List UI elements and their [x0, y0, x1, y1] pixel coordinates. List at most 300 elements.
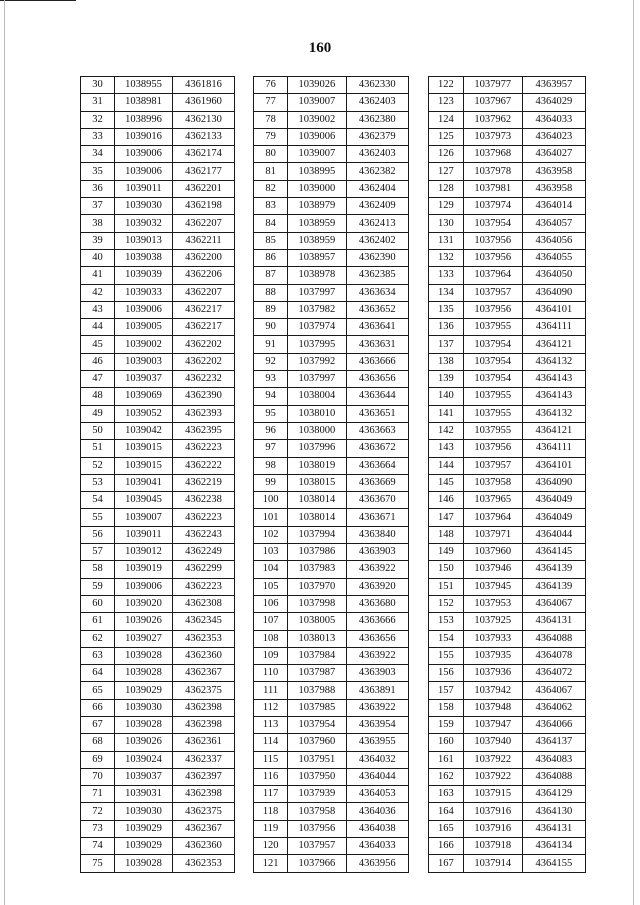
- x-coordinate-cell: 1039039: [115, 267, 173, 284]
- table-row: [429, 232, 586, 249]
- point-number-cell: 157: [429, 682, 464, 699]
- y-coordinate-cell: 4362403: [346, 146, 408, 163]
- point-number-cell: 70: [81, 768, 115, 785]
- table-row: [429, 422, 586, 439]
- y-coordinate-cell: 4362130: [173, 111, 235, 128]
- point-number-cell: 84: [254, 215, 288, 232]
- y-coordinate-cell: 4363670: [346, 492, 408, 509]
- point-number-cell: 34: [81, 146, 115, 163]
- x-coordinate-cell: 1039030: [115, 699, 173, 716]
- point-number-cell: 101: [254, 509, 288, 526]
- point-number-cell: 125: [429, 128, 464, 145]
- point-number-cell: 31: [81, 94, 115, 111]
- table-row: [254, 94, 409, 111]
- x-coordinate-cell: 1037935: [463, 647, 522, 664]
- y-coordinate-cell: 4364139: [522, 578, 585, 595]
- x-coordinate-cell: 1037997: [288, 371, 346, 388]
- point-number-cell: 91: [254, 336, 288, 353]
- x-coordinate-cell: 1038959: [288, 215, 346, 232]
- x-coordinate-cell: 1037956: [463, 440, 522, 457]
- point-number-cell: 51: [81, 440, 115, 457]
- y-coordinate-cell: 4363954: [346, 716, 408, 733]
- y-coordinate-cell: 4364067: [522, 682, 585, 699]
- x-coordinate-cell: 1039030: [115, 803, 173, 820]
- top-rule: [0, 0, 76, 1]
- y-coordinate-cell: 4364036: [346, 803, 408, 820]
- table-row: [81, 180, 235, 197]
- table-row: [429, 734, 586, 751]
- y-coordinate-cell: 4362403: [346, 94, 408, 111]
- x-coordinate-cell: 1037954: [288, 716, 346, 733]
- y-coordinate-cell: 4363652: [346, 301, 408, 318]
- y-coordinate-cell: 4364090: [522, 284, 585, 301]
- point-number-cell: 116: [254, 768, 288, 785]
- y-coordinate-cell: 4364121: [522, 422, 585, 439]
- x-coordinate-cell: 1037939: [288, 786, 346, 803]
- y-coordinate-cell: 4364067: [522, 595, 585, 612]
- table-row: [81, 232, 235, 249]
- table-row: [254, 734, 409, 751]
- table-row: [254, 232, 409, 249]
- x-coordinate-cell: 1037958: [463, 474, 522, 491]
- y-coordinate-cell: 4362353: [173, 855, 235, 872]
- x-coordinate-cell: 1037955: [463, 319, 522, 336]
- x-coordinate-cell: 1037947: [463, 716, 522, 733]
- x-coordinate-cell: 1038995: [288, 163, 346, 180]
- table-row: [81, 267, 235, 284]
- x-coordinate-cell: 1039042: [115, 422, 173, 439]
- x-coordinate-cell: 1038979: [288, 198, 346, 215]
- x-coordinate-cell: 1038005: [288, 613, 346, 630]
- y-coordinate-cell: 4364121: [522, 336, 585, 353]
- table-row: [429, 301, 586, 318]
- point-number-cell: 46: [81, 353, 115, 370]
- table-row: [81, 509, 235, 526]
- y-coordinate-cell: 4362345: [173, 613, 235, 630]
- x-coordinate-cell: 1037973: [463, 128, 522, 145]
- y-coordinate-cell: 4362398: [173, 716, 235, 733]
- table-row: [429, 198, 586, 215]
- y-coordinate-cell: 4362223: [173, 440, 235, 457]
- x-coordinate-cell: 1037916: [463, 803, 522, 820]
- table-row: [81, 561, 235, 578]
- y-coordinate-cell: 4363644: [346, 388, 408, 405]
- table-row: [429, 215, 586, 232]
- x-coordinate-cell: 1039029: [115, 838, 173, 855]
- table-row: [254, 544, 409, 561]
- y-coordinate-cell: 4362409: [346, 198, 408, 215]
- y-coordinate-cell: 4363680: [346, 595, 408, 612]
- y-coordinate-cell: 4362201: [173, 180, 235, 197]
- table-row: [81, 336, 235, 353]
- x-coordinate-cell: 1037950: [288, 768, 346, 785]
- x-coordinate-cell: 1037986: [288, 544, 346, 561]
- table-row: [429, 267, 586, 284]
- table-row: [429, 94, 586, 111]
- x-coordinate-cell: 1039019: [115, 561, 173, 578]
- point-number-cell: 54: [81, 492, 115, 509]
- table-row: [81, 751, 235, 768]
- table-row: [254, 613, 409, 630]
- table-row: [81, 440, 235, 457]
- x-coordinate-cell: 1039020: [115, 595, 173, 612]
- point-number-cell: 107: [254, 613, 288, 630]
- point-number-cell: 97: [254, 440, 288, 457]
- table-row: [429, 561, 586, 578]
- y-coordinate-cell: 4362395: [173, 422, 235, 439]
- point-number-cell: 136: [429, 319, 464, 336]
- table-row: [429, 786, 586, 803]
- y-coordinate-cell: 4363634: [346, 284, 408, 301]
- point-number-cell: 36: [81, 180, 115, 197]
- x-coordinate-cell: 1037936: [463, 665, 522, 682]
- table-row: [81, 198, 235, 215]
- point-number-cell: 153: [429, 613, 464, 630]
- y-coordinate-cell: 4362360: [173, 838, 235, 855]
- table-row: [429, 492, 586, 509]
- y-coordinate-cell: 4363641: [346, 319, 408, 336]
- y-coordinate-cell: 4364145: [522, 544, 585, 561]
- y-coordinate-cell: 4364130: [522, 803, 585, 820]
- point-number-cell: 109: [254, 647, 288, 664]
- point-number-cell: 79: [254, 128, 288, 145]
- y-coordinate-cell: 4364049: [522, 509, 585, 526]
- table-row: [254, 405, 409, 422]
- y-coordinate-cell: 4362198: [173, 198, 235, 215]
- x-coordinate-cell: 1039003: [115, 353, 173, 370]
- point-number-cell: 119: [254, 820, 288, 837]
- table-row: [429, 128, 586, 145]
- table-row: [254, 665, 409, 682]
- y-coordinate-cell: 4362375: [173, 682, 235, 699]
- table-row: [429, 111, 586, 128]
- x-coordinate-cell: 1037985: [288, 699, 346, 716]
- y-coordinate-cell: 4362379: [346, 128, 408, 145]
- point-number-cell: 100: [254, 492, 288, 509]
- y-coordinate-cell: 4363669: [346, 474, 408, 491]
- table-row: [81, 111, 235, 128]
- point-number-cell: 167: [429, 855, 464, 872]
- table-row: [254, 716, 409, 733]
- x-coordinate-cell: 1037914: [463, 855, 522, 872]
- y-coordinate-cell: 4363922: [346, 561, 408, 578]
- table-row: [429, 682, 586, 699]
- point-number-cell: 142: [429, 422, 464, 439]
- y-coordinate-cell: 4364088: [522, 630, 585, 647]
- point-number-cell: 96: [254, 422, 288, 439]
- table-row: [81, 163, 235, 180]
- table-row: [254, 457, 409, 474]
- point-number-cell: 58: [81, 561, 115, 578]
- x-coordinate-cell: 1037974: [463, 198, 522, 215]
- table-row: [254, 838, 409, 855]
- point-number-cell: 134: [429, 284, 464, 301]
- point-number-cell: 166: [429, 838, 464, 855]
- y-coordinate-cell: 4362380: [346, 111, 408, 128]
- table-row: [81, 492, 235, 509]
- point-number-cell: 123: [429, 94, 464, 111]
- table-row: [81, 613, 235, 630]
- table-row: [429, 768, 586, 785]
- table-row: [429, 388, 586, 405]
- point-number-cell: 60: [81, 595, 115, 612]
- table-row: [429, 716, 586, 733]
- x-coordinate-cell: 1037951: [288, 751, 346, 768]
- table-row: [429, 474, 586, 491]
- y-coordinate-cell: 4364134: [522, 838, 585, 855]
- x-coordinate-cell: 1037946: [463, 561, 522, 578]
- y-coordinate-cell: 4363663: [346, 422, 408, 439]
- x-coordinate-cell: 1038978: [288, 267, 346, 284]
- point-number-cell: 62: [81, 630, 115, 647]
- y-coordinate-cell: 4364083: [522, 751, 585, 768]
- x-coordinate-cell: 1037958: [288, 803, 346, 820]
- x-coordinate-cell: 1037964: [463, 267, 522, 284]
- x-coordinate-cell: 1037968: [463, 146, 522, 163]
- y-coordinate-cell: 4363666: [346, 353, 408, 370]
- x-coordinate-cell: 1037957: [288, 838, 346, 855]
- table-row: [81, 77, 235, 94]
- point-number-cell: 133: [429, 267, 464, 284]
- x-coordinate-cell: 1037918: [463, 838, 522, 855]
- table-row: [81, 734, 235, 751]
- point-number-cell: 161: [429, 751, 464, 768]
- x-coordinate-cell: 1039045: [115, 492, 173, 509]
- y-coordinate-cell: 4364101: [522, 457, 585, 474]
- table-row: [429, 509, 586, 526]
- table-row: [429, 146, 586, 163]
- table-row: [81, 647, 235, 664]
- y-coordinate-cell: 4363903: [346, 544, 408, 561]
- point-number-cell: 50: [81, 422, 115, 439]
- table-row: [429, 163, 586, 180]
- table-row: [254, 146, 409, 163]
- point-number-cell: 53: [81, 474, 115, 491]
- table-row: [429, 284, 586, 301]
- point-number-cell: 121: [254, 855, 288, 872]
- x-coordinate-cell: 1037997: [288, 284, 346, 301]
- y-coordinate-cell: 4362398: [173, 786, 235, 803]
- x-coordinate-cell: 1039006: [115, 146, 173, 163]
- y-coordinate-cell: 4363651: [346, 405, 408, 422]
- x-coordinate-cell: 1037966: [288, 855, 346, 872]
- y-coordinate-cell: 4364090: [522, 474, 585, 491]
- point-number-cell: 102: [254, 526, 288, 543]
- point-number-cell: 64: [81, 665, 115, 682]
- table-row: [254, 803, 409, 820]
- x-coordinate-cell: 1039011: [115, 526, 173, 543]
- x-coordinate-cell: 1039013: [115, 232, 173, 249]
- x-coordinate-cell: 1039030: [115, 198, 173, 215]
- point-number-cell: 149: [429, 544, 464, 561]
- y-coordinate-cell: 4364111: [522, 319, 585, 336]
- x-coordinate-cell: 1038010: [288, 405, 346, 422]
- y-coordinate-cell: 4364143: [522, 388, 585, 405]
- y-coordinate-cell: 4362232: [173, 371, 235, 388]
- point-number-cell: 154: [429, 630, 464, 647]
- x-coordinate-cell: 1037954: [463, 215, 522, 232]
- x-coordinate-cell: 1039033: [115, 284, 173, 301]
- x-coordinate-cell: 1037953: [463, 595, 522, 612]
- point-number-cell: 99: [254, 474, 288, 491]
- y-coordinate-cell: 4362207: [173, 284, 235, 301]
- table-row: [81, 578, 235, 595]
- table-row: [254, 855, 409, 872]
- x-coordinate-cell: 1039037: [115, 371, 173, 388]
- y-coordinate-cell: 4363958: [522, 163, 585, 180]
- table-row: [254, 77, 409, 94]
- x-coordinate-cell: 1037970: [288, 578, 346, 595]
- x-coordinate-cell: 1037977: [463, 77, 522, 94]
- point-number-cell: 40: [81, 249, 115, 266]
- point-number-cell: 165: [429, 820, 464, 837]
- point-number-cell: 49: [81, 405, 115, 422]
- point-number-cell: 132: [429, 249, 464, 266]
- table-row: [81, 146, 235, 163]
- y-coordinate-cell: 4362360: [173, 647, 235, 664]
- point-number-cell: 98: [254, 457, 288, 474]
- table-row: [429, 613, 586, 630]
- y-coordinate-cell: 4362413: [346, 215, 408, 232]
- table-row: [254, 578, 409, 595]
- table-row: [254, 682, 409, 699]
- y-coordinate-cell: 4363631: [346, 336, 408, 353]
- table-row: [254, 561, 409, 578]
- point-number-cell: 42: [81, 284, 115, 301]
- y-coordinate-cell: 4362249: [173, 544, 235, 561]
- table-row: [81, 284, 235, 301]
- point-number-cell: 52: [81, 457, 115, 474]
- table-row: [254, 301, 409, 318]
- table-row: [254, 249, 409, 266]
- x-coordinate-cell: 1037964: [463, 509, 522, 526]
- y-coordinate-cell: 4362385: [346, 267, 408, 284]
- table-row: [81, 94, 235, 111]
- table-row: [81, 215, 235, 232]
- point-number-cell: 32: [81, 111, 115, 128]
- point-number-cell: 65: [81, 682, 115, 699]
- x-coordinate-cell: 1039007: [288, 146, 346, 163]
- table-row: [81, 353, 235, 370]
- table-row: [254, 111, 409, 128]
- table-row: [429, 405, 586, 422]
- y-coordinate-cell: 4364049: [522, 492, 585, 509]
- x-coordinate-cell: 1037954: [463, 353, 522, 370]
- x-coordinate-cell: 1039012: [115, 544, 173, 561]
- y-coordinate-cell: 4362222: [173, 457, 235, 474]
- x-coordinate-cell: 1039006: [115, 301, 173, 318]
- y-coordinate-cell: 4363672: [346, 440, 408, 457]
- y-coordinate-cell: 4362353: [173, 630, 235, 647]
- table-row: [254, 786, 409, 803]
- table-row: [254, 319, 409, 336]
- table-row: [254, 751, 409, 768]
- table-row: [81, 319, 235, 336]
- y-coordinate-cell: 4362375: [173, 803, 235, 820]
- table-row: [81, 595, 235, 612]
- table-row: [254, 128, 409, 145]
- table-row: [429, 751, 586, 768]
- x-coordinate-cell: 1037925: [463, 613, 522, 630]
- table-row: [429, 630, 586, 647]
- point-number-cell: 164: [429, 803, 464, 820]
- y-coordinate-cell: 4364027: [522, 146, 585, 163]
- table-row: [254, 526, 409, 543]
- y-coordinate-cell: 4364078: [522, 647, 585, 664]
- y-coordinate-cell: 4363656: [346, 371, 408, 388]
- y-coordinate-cell: 4364088: [522, 768, 585, 785]
- table-row: [81, 128, 235, 145]
- x-coordinate-cell: 1037984: [288, 647, 346, 664]
- y-coordinate-cell: 4364033: [522, 111, 585, 128]
- y-coordinate-cell: 4362393: [173, 405, 235, 422]
- x-coordinate-cell: 1037998: [288, 595, 346, 612]
- x-coordinate-cell: 1039007: [288, 94, 346, 111]
- x-coordinate-cell: 1037942: [463, 682, 522, 699]
- point-number-cell: 163: [429, 786, 464, 803]
- y-coordinate-cell: 4364044: [346, 768, 408, 785]
- table-row: [254, 215, 409, 232]
- point-number-cell: 145: [429, 474, 464, 491]
- table-row: [81, 301, 235, 318]
- y-coordinate-cell: 4364131: [522, 820, 585, 837]
- point-number-cell: 45: [81, 336, 115, 353]
- point-number-cell: 77: [254, 94, 288, 111]
- y-coordinate-cell: 4364129: [522, 786, 585, 803]
- x-coordinate-cell: 1037988: [288, 682, 346, 699]
- point-number-cell: 120: [254, 838, 288, 855]
- table-row: [429, 595, 586, 612]
- point-number-cell: 74: [81, 838, 115, 855]
- y-coordinate-cell: 4364137: [522, 734, 585, 751]
- table-row: [254, 180, 409, 197]
- x-coordinate-cell: 1039011: [115, 180, 173, 197]
- point-number-cell: 57: [81, 544, 115, 561]
- point-number-cell: 152: [429, 595, 464, 612]
- y-coordinate-cell: 4362200: [173, 249, 235, 266]
- y-coordinate-cell: 4364131: [522, 613, 585, 630]
- y-coordinate-cell: 4364132: [522, 405, 585, 422]
- point-number-cell: 141: [429, 405, 464, 422]
- x-coordinate-cell: 1039024: [115, 751, 173, 768]
- table-row: [254, 595, 409, 612]
- x-coordinate-cell: 1038996: [115, 111, 173, 128]
- point-number-cell: 68: [81, 734, 115, 751]
- x-coordinate-cell: 1038019: [288, 457, 346, 474]
- y-coordinate-cell: 4364072: [522, 665, 585, 682]
- point-number-cell: 95: [254, 405, 288, 422]
- x-coordinate-cell: 1038000: [288, 422, 346, 439]
- x-coordinate-cell: 1038004: [288, 388, 346, 405]
- x-coordinate-cell: 1039028: [115, 716, 173, 733]
- y-coordinate-cell: 4364038: [346, 820, 408, 837]
- x-coordinate-cell: 1037987: [288, 665, 346, 682]
- table-row: [429, 371, 586, 388]
- x-coordinate-cell: 1039027: [115, 630, 173, 647]
- x-coordinate-cell: 1037960: [463, 544, 522, 561]
- point-number-cell: 147: [429, 509, 464, 526]
- y-coordinate-cell: 4363666: [346, 613, 408, 630]
- point-number-cell: 110: [254, 665, 288, 682]
- y-coordinate-cell: 4364132: [522, 353, 585, 370]
- point-number-cell: 43: [81, 301, 115, 318]
- point-number-cell: 138: [429, 353, 464, 370]
- table-row: [254, 284, 409, 301]
- point-number-cell: 148: [429, 526, 464, 543]
- x-coordinate-cell: 1038015: [288, 474, 346, 491]
- point-number-cell: 105: [254, 578, 288, 595]
- x-coordinate-cell: 1039005: [115, 319, 173, 336]
